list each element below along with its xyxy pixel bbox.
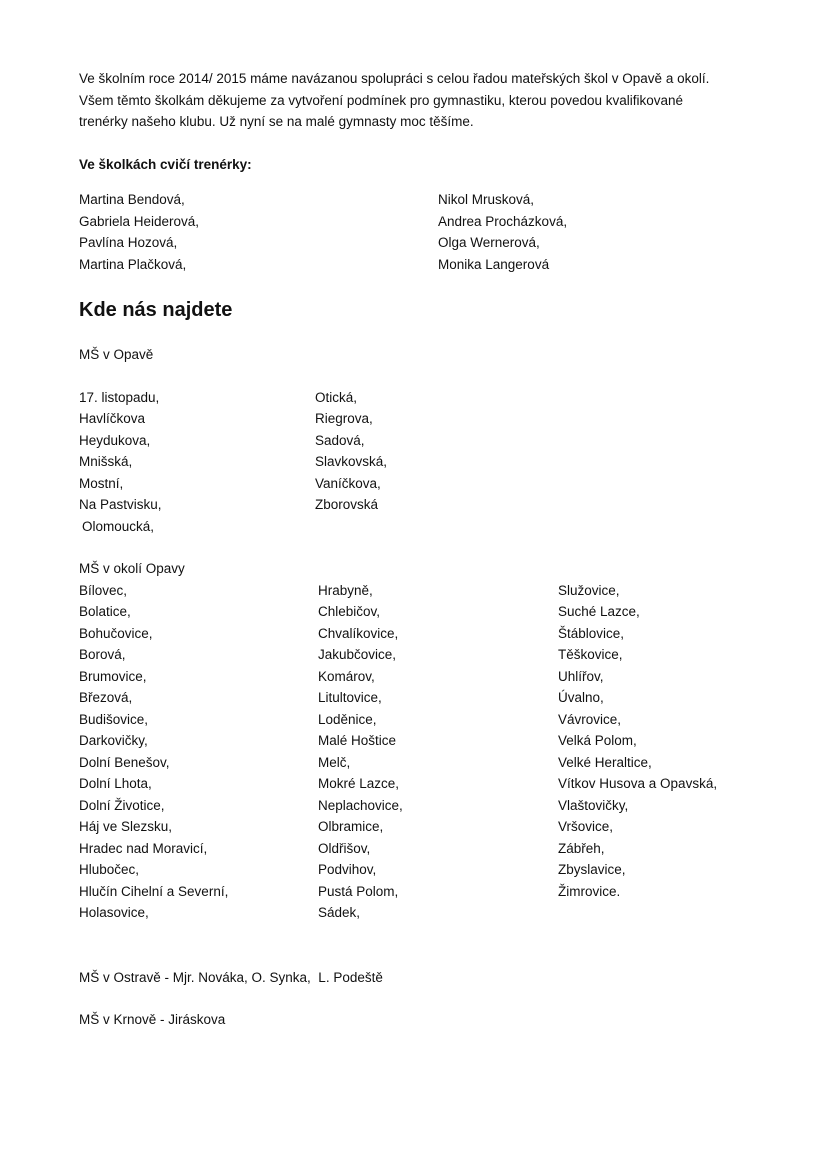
opava-schools-list — [79, 387, 759, 538]
village-name: Podvihov, — [318, 862, 377, 877]
okoli-column-1 — [79, 580, 318, 924]
trainers-title: Ve školkách cvičí trenérky: — [79, 156, 252, 172]
village-name: Budišovice, — [79, 711, 149, 727]
village-name: Těškovice, — [558, 647, 623, 662]
school-street: Riegrova, — [315, 411, 373, 426]
village-name: Bílovec, — [79, 582, 128, 598]
trainer-name: Andrea Procházková, — [438, 213, 568, 229]
village-name: Velké Heraltice, — [558, 754, 652, 770]
ostrava-schools: MŠ v Ostravě - Mjr. Nováka, O. Synka, L. Podeště — [79, 969, 383, 985]
school-street: Vaníčkova, — [315, 475, 381, 491]
village-name: Pustá Polom, — [318, 883, 399, 899]
school-street: Mnišská, — [79, 454, 133, 469]
village-name: Holasovice, — [79, 905, 149, 920]
village-name: Chvalíkovice, — [318, 625, 399, 641]
village-name: Dolní Životice, — [79, 797, 165, 813]
trainers-column-left — [79, 189, 438, 275]
village-name: Malé Hoštice — [318, 733, 397, 748]
intro-line: trenérky našeho klubu. Už nyní se na malé gymnasty moc těšíme. — [79, 114, 474, 129]
village-name: Chlebičov, — [318, 604, 381, 619]
trainer-name: Olga Wernerová, — [438, 235, 540, 250]
village-name: Olbramice, — [318, 819, 384, 834]
opava-column-2 — [315, 387, 387, 538]
school-street: Na Pastvisku, — [79, 497, 162, 512]
school-street: Zborovská — [315, 497, 379, 512]
school-street: Slavkovská, — [315, 454, 388, 469]
village-name: Mokré Lazce, — [318, 776, 400, 791]
village-name: Zbyslavice, — [558, 862, 626, 877]
trainer-name: Pavlína Hozová, — [79, 235, 178, 250]
trainer-name: Nikol Mrusková, — [438, 192, 535, 207]
village-name: Oldřišov, — [318, 840, 371, 856]
school-street: Heydukova, — [79, 432, 151, 448]
school-street: Havlíčkova — [79, 411, 146, 426]
village-name: Bohučovice, — [79, 625, 153, 641]
school-street: Olomoucká, — [82, 518, 155, 534]
trainers-column-right — [438, 189, 567, 275]
village-name: Uhlířov, — [558, 668, 604, 684]
village-name: Vítkov Husova a Opavská, — [558, 776, 718, 791]
village-name: Velká Polom, — [558, 733, 637, 748]
intro-line: Všem těmto školkám děkujeme za vytvoření podmínek pro gymnastiku, kterou povedou kvalifikované — [79, 92, 684, 108]
trainers-list — [79, 189, 759, 275]
village-name: Vávrovice, — [558, 711, 622, 727]
opava-title: MŠ v Opavě — [79, 347, 154, 362]
krnov-schools: MŠ v Krnově - Jiráskova — [79, 1012, 226, 1027]
village-name: Jakubčovice, — [318, 647, 397, 662]
village-name: Melč, — [318, 754, 351, 770]
intro-paragraph — [79, 68, 759, 133]
trainer-name: Martina Plačková, — [79, 256, 187, 272]
okoli-title: MŠ v okolí Opavy — [79, 561, 185, 576]
okoli-schools-list — [79, 580, 759, 924]
trainer-name: Monika Langerová — [438, 256, 550, 272]
section-heading: Kde nás najdete — [79, 299, 233, 321]
village-name: Hradec nad Moravicí, — [79, 840, 208, 856]
village-name: Háj ve Slezsku, — [79, 819, 173, 834]
okoli-column-3 — [558, 580, 717, 924]
trainer-name: Martina Bendová, — [79, 192, 185, 207]
village-name: Darkovičky, — [79, 733, 148, 748]
village-name: Žimrovice. — [558, 883, 621, 899]
school-street: Otická, — [315, 389, 358, 405]
village-name: Hlubočec, — [79, 862, 140, 877]
intro-line: Ve školním roce 2014/ 2015 máme navázanou spolupráci s celou řadou mateřských škol v Opavě a okolí. — [79, 71, 710, 86]
village-name: Sádek, — [318, 905, 361, 920]
village-name: Služovice, — [558, 582, 620, 598]
village-name: Vlaštovičky, — [558, 797, 629, 813]
village-name: Hrabyně, — [318, 582, 373, 598]
village-name: Bolatice, — [79, 604, 131, 619]
village-name: Zábřeh, — [558, 840, 605, 856]
village-name: Hlučín Cihelní a Severní, — [79, 883, 229, 899]
village-name: Brumovice, — [79, 668, 147, 684]
school-street: Mostní, — [79, 475, 124, 491]
village-name: Komárov, — [318, 668, 375, 684]
trainer-name: Gabriela Heiderová, — [79, 213, 200, 229]
village-name: Dolní Lhota, — [79, 776, 152, 791]
village-name: Litultovice, — [318, 690, 382, 705]
okoli-column-2 — [318, 580, 558, 924]
village-name: Vršovice, — [558, 819, 614, 834]
opava-column-1 — [79, 387, 315, 538]
village-name: Březová, — [79, 690, 133, 705]
village-name: Loděnice, — [318, 711, 377, 727]
village-name: Neplachovice, — [318, 797, 403, 813]
village-name: Úvalno, — [558, 690, 604, 705]
village-name: Štáblovice, — [558, 625, 625, 641]
school-street: 17. listopadu, — [79, 389, 160, 405]
village-name: Suché Lazce, — [558, 604, 640, 619]
village-name: Borová, — [79, 647, 126, 662]
school-street: Sadová, — [315, 432, 365, 448]
village-name: Dolní Benešov, — [79, 754, 170, 770]
page-content — [79, 68, 759, 1031]
